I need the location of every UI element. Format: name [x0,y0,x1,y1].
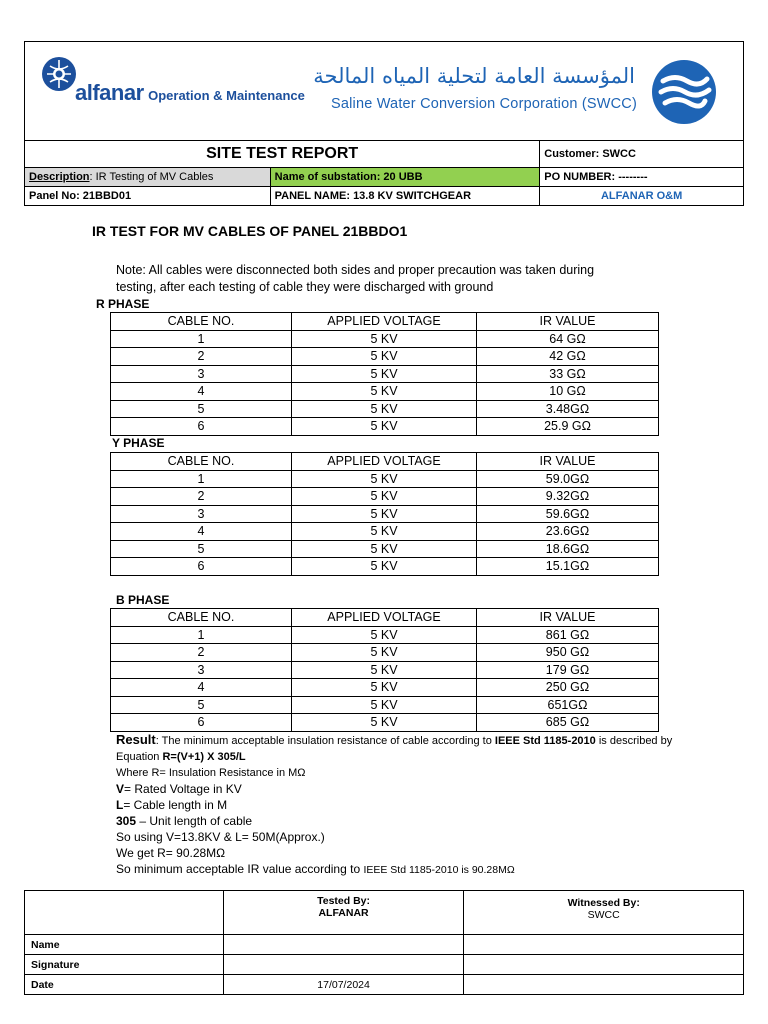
column-header: CABLE NO. [111,609,292,627]
table-row [111,679,659,697]
table-row [111,505,659,523]
cable-no-cell: 2 [111,488,292,506]
panel-name: PANEL NAME: 13.8 KV SWITCHGEAR [270,187,540,206]
cable-no-cell: 5 [111,540,292,558]
ir-value-cell: 179 GΩ [477,661,659,679]
result-v-text: = Rated Voltage in KV [124,782,242,796]
ir-table-r [110,312,659,436]
table-row [111,418,659,436]
table-header-row [111,313,659,331]
cable-no-cell: 1 [111,330,292,348]
note [116,262,594,296]
applied-voltage-cell: 5 KV [292,418,477,436]
cable-no-cell: 2 [111,348,292,366]
result-l-symbol: L [116,798,124,812]
cable-no-cell: 4 [111,679,292,697]
row-name-label: Name [25,935,224,955]
cable-no-cell: 2 [111,644,292,662]
applied-voltage-cell: 5 KV [292,348,477,366]
result-minimum-text: So minimum acceptable IR value according to [116,862,364,876]
note-line-1: Note: All cables were disconnected both sides and proper precaution was taken during [116,263,595,277]
column-header: APPLIED VOLTAGE [292,609,477,627]
tested-by-name[interactable] [223,935,464,955]
description-value: : IR Testing of MV Cables [89,171,214,183]
cable-no-cell: 1 [111,470,292,488]
result-we-get: We get R= 90.28MΩ [116,846,226,860]
applied-voltage-cell: 5 KV [292,696,477,714]
result-equation-label: Equation [116,751,163,763]
ir-value-cell: 9.32GΩ [477,488,659,506]
result-text-1: : The minimum acceptable insulation resistance of cable according to [155,735,495,747]
swcc-logo [651,59,717,130]
cable-no-cell: 4 [111,523,292,541]
column-header: CABLE NO. [111,313,292,331]
result-minimum-value: IEEE Std 1185-2010 is 90.28MΩ [363,864,515,876]
table-row [111,383,659,401]
cable-no-cell: 3 [111,365,292,383]
table-header-row [111,453,659,471]
column-header: CABLE NO. [111,453,292,471]
ir-value-cell: 10 GΩ [477,383,659,401]
phase-label-y: Y PHASE [112,436,165,450]
signoff-table [24,890,744,995]
cable-no-cell: 3 [111,505,292,523]
table-row [111,661,659,679]
witnessed-by-date[interactable] [464,975,744,995]
alfanar-subtitle: Operation & Maintenance [148,88,305,103]
tested-by-signature[interactable] [223,955,464,975]
tested-by-label: Tested By: [317,895,371,907]
ir-value-cell: 3.48GΩ [477,400,659,418]
phase-label-r: R PHASE [96,297,150,311]
applied-voltage-cell: 5 KV [292,400,477,418]
ir-value-cell: 685 GΩ [477,714,659,732]
ir-value-cell: 33 GΩ [477,365,659,383]
alfanar-logo [39,54,79,99]
table-row [111,696,659,714]
ir-value-cell: 42 GΩ [477,348,659,366]
column-header: IR VALUE [477,609,659,627]
witnessed-by-cell [464,891,744,935]
contractor: ALFANAR O&M [540,187,744,206]
table-row [111,558,659,576]
row-date-label: Date [25,975,224,995]
ir-value-cell: 15.1GΩ [477,558,659,576]
result-305-text: – Unit length of cable [136,814,253,828]
column-header: IR VALUE [477,313,659,331]
witnessed-by-signature[interactable] [464,955,744,975]
column-header: APPLIED VOLTAGE [292,313,477,331]
swcc-english-name: Saline Water Conversion Corporation (SWCC) [330,96,637,112]
ir-value-cell: 950 GΩ [477,644,659,662]
applied-voltage-cell: 5 KV [292,365,477,383]
note-line-2: testing, after each testing of cable they were discharged with ground [116,280,494,294]
applied-voltage-cell: 5 KV [292,626,477,644]
table-row [111,470,659,488]
applied-voltage-cell: 5 KV [292,505,477,523]
table-row [111,348,659,366]
substation: Name of substation: 20 UBB [270,168,540,187]
swcc-arabic-name: المؤسسة العامة لتحلية المياه المالحة [313,64,635,88]
phase-label-b: B PHASE [116,593,170,607]
signoff-blank [25,891,224,935]
description-cell [25,168,271,187]
witnessed-by-value: SWCC [587,909,620,921]
column-header: IR VALUE [477,453,659,471]
ir-value-cell: 18.6GΩ [477,540,659,558]
ir-value-cell: 64 GΩ [477,330,659,348]
witnessed-by-label: Witnessed By: [567,897,640,909]
ir-table-b [110,608,659,732]
result-where-r: Where R= Insulation Resistance in MΩ [116,767,306,779]
ir-value-cell: 250 GΩ [477,679,659,697]
cable-no-cell: 4 [111,383,292,401]
table-row [111,400,659,418]
table-row [111,523,659,541]
result-equation: R=(V+1) X 305/L [162,751,246,763]
cable-no-cell: 6 [111,418,292,436]
swcc-waves-icon [651,59,717,125]
tested-by-cell [223,891,464,935]
result-text-1b: is described by [595,735,673,747]
table-row [111,488,659,506]
panel-no: Panel No: 21BBD01 [25,187,271,206]
ir-value-cell: 651GΩ [477,696,659,714]
applied-voltage-cell: 5 KV [292,679,477,697]
ir-value-cell: 23.6GΩ [477,523,659,541]
table-row [111,330,659,348]
cable-no-cell: 5 [111,696,292,714]
row-signature-label: Signature [25,955,224,975]
report-title: SITE TEST REPORT [25,141,540,168]
po-number: PO NUMBER: -------- [540,168,744,187]
alfanar-brand: alfanar [75,80,144,105]
report-info-table [24,140,744,206]
applied-voltage-cell: 5 KV [292,644,477,662]
cable-no-cell: 5 [111,400,292,418]
result-l-text: = Cable length in M [123,798,228,812]
cable-no-cell: 6 [111,714,292,732]
cable-no-cell: 3 [111,661,292,679]
ir-value-cell: 59.0GΩ [477,470,659,488]
applied-voltage-cell: 5 KV [292,661,477,679]
result-using: So using V=13.8KV & L= 50M(Approx.) [116,830,325,844]
section-title: IR TEST FOR MV CABLES OF PANEL 21BBDO1 [92,223,408,239]
applied-voltage-cell: 5 KV [292,523,477,541]
column-header: APPLIED VOLTAGE [292,453,477,471]
applied-voltage-cell: 5 KV [292,330,477,348]
ir-value-cell: 861 GΩ [477,626,659,644]
table-row [111,644,659,662]
cable-no-cell: 1 [111,626,292,644]
result-block [116,732,672,878]
customer: Customer: SWCC [540,141,744,168]
applied-voltage-cell: 5 KV [292,558,477,576]
table-row [111,626,659,644]
ir-value-cell: 59.6GΩ [477,505,659,523]
table-header-row [111,609,659,627]
alfanar-globe-icon [39,54,79,94]
result-standard: IEEE Std 1185-2010 [494,735,596,747]
ir-value-cell: 25.9 GΩ [477,418,659,436]
result-v-symbol: V [116,782,125,796]
tested-by-value: ALFANAR [318,907,369,919]
result-305-symbol: 305 [116,814,137,828]
cable-no-cell: 6 [111,558,292,576]
table-row [111,365,659,383]
witnessed-by-name[interactable] [464,935,744,955]
ir-table-y [110,452,659,576]
applied-voltage-cell: 5 KV [292,383,477,401]
applied-voltage-cell: 5 KV [292,540,477,558]
applied-voltage-cell: 5 KV [292,714,477,732]
applied-voltage-cell: 5 KV [292,488,477,506]
table-row [111,714,659,732]
test-date: 17/07/2024 [223,975,464,995]
report-header [24,41,744,141]
applied-voltage-cell: 5 KV [292,470,477,488]
table-row [111,540,659,558]
description-label: Description [29,171,90,183]
result-label: Result [116,732,156,747]
